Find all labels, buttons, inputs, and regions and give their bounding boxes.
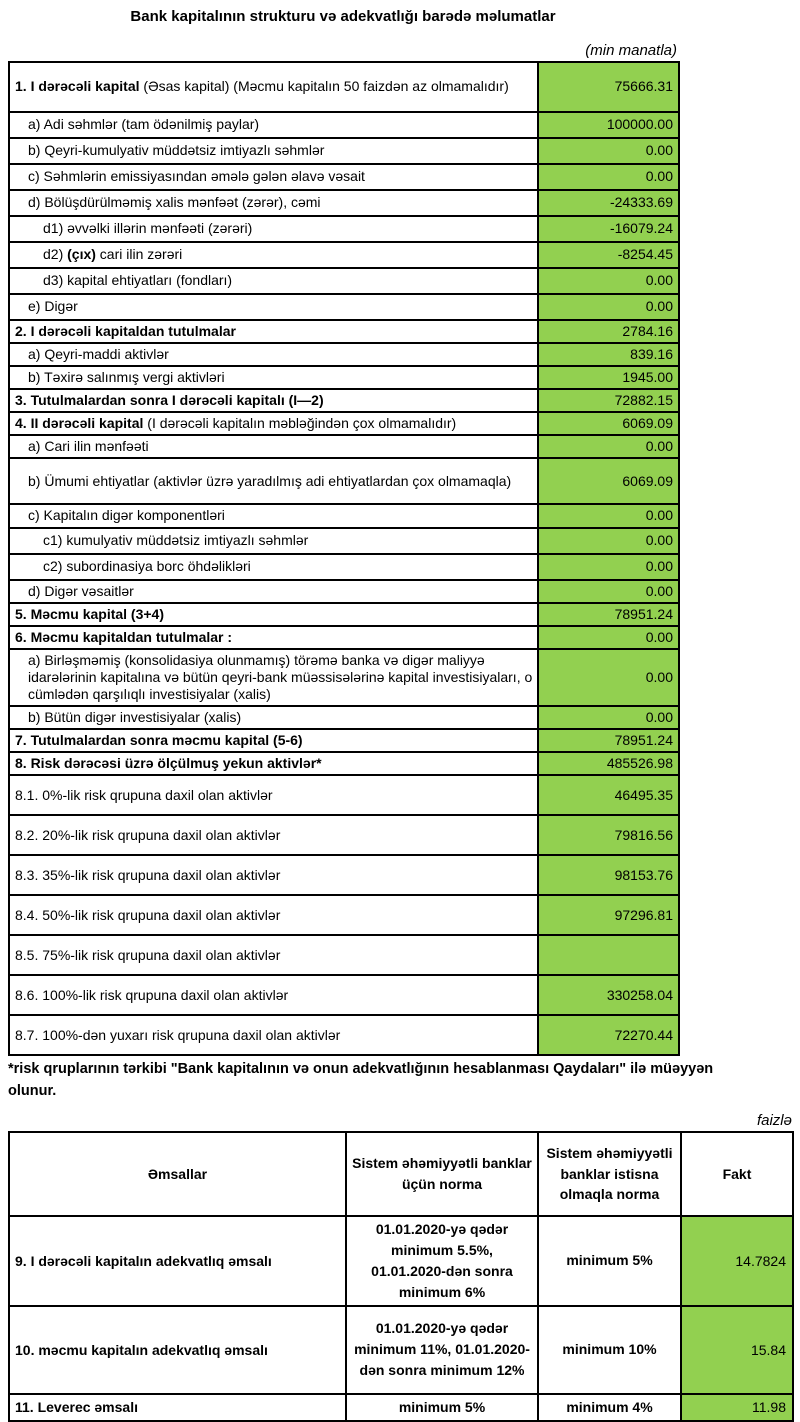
table-row — [9, 138, 679, 164]
label-segment: cari ilin zərəri — [95, 246, 183, 263]
label-segment: d1) əvvəlki illərin mənfəəti (zərəri) — [43, 220, 253, 237]
row-label — [9, 242, 538, 268]
table-row — [9, 190, 679, 216]
row-label — [9, 412, 538, 435]
row-value — [538, 935, 679, 975]
ratio-label: 11. Leverec əmsalı — [9, 1394, 346, 1421]
label-segment: 4. II dərəcəli kapital — [15, 415, 144, 432]
label-segment: c) Səhmlərin emissiyasından əmələ gələn əlavə vəsait — [28, 168, 365, 185]
table-row — [9, 729, 679, 752]
table-row — [9, 320, 679, 343]
table-row — [9, 626, 679, 649]
label-segment: d) Bölüşdürülməmiş xalis mənfəət (zərər), cəmi — [28, 194, 321, 211]
column-header-fact: Fakt — [681, 1132, 793, 1216]
unit-note-min-manatla: (min manatla) — [585, 42, 677, 59]
table-row — [9, 216, 679, 242]
table-row — [9, 603, 679, 626]
norm-non-systemic: minimum 4% — [538, 1394, 681, 1421]
row-value: 839.16 — [538, 343, 679, 366]
row-label — [9, 1015, 538, 1055]
row-label — [9, 138, 538, 164]
row-label — [9, 216, 538, 242]
table-row — [9, 1216, 793, 1306]
row-label — [9, 603, 538, 626]
row-value: 2784.16 — [538, 320, 679, 343]
row-value: -8254.45 — [538, 242, 679, 268]
row-label — [9, 752, 538, 775]
row-value: 0.00 — [538, 268, 679, 294]
capital-table-section — [8, 8, 678, 1056]
row-label — [9, 389, 538, 412]
row-label — [9, 504, 538, 527]
row-label — [9, 458, 538, 504]
risk-groups-footnote: *risk qruplarının tərkibi "Bank kapitalının və onun adekvatlığının hesablanması Qaydaları" ilə müəyyən olunur. — [8, 1061, 714, 1099]
table-header-row — [9, 1132, 793, 1216]
table-row — [9, 458, 679, 504]
table-row — [9, 975, 679, 1015]
fact-value: 11.98 — [681, 1394, 793, 1421]
row-value: 6069.09 — [538, 412, 679, 435]
row-label — [9, 935, 538, 975]
fact-value: 14.7824 — [681, 1216, 793, 1306]
label-segment: 8.6. 100%-lik risk qrupuna daxil olan aktivlər — [15, 986, 289, 1003]
row-label — [9, 706, 538, 729]
table-row — [9, 580, 679, 603]
row-value: -16079.24 — [538, 216, 679, 242]
row-value: 0.00 — [538, 626, 679, 649]
table-row — [9, 935, 679, 975]
label-segment: a) Qeyri-maddi aktivlər — [28, 346, 169, 363]
row-label — [9, 895, 538, 935]
label-segment: 8.5. 75%-lik risk qrupuna daxil olan aktivlər — [15, 946, 281, 963]
label-segment: (I dərəcəli kapitalın məbləğindən çox olmamalıdır) — [143, 415, 457, 432]
row-label — [9, 366, 538, 389]
unit-note-faizle: faizlə — [756, 1111, 792, 1129]
row-value: 0.00 — [538, 649, 679, 706]
row-label — [9, 294, 538, 320]
row-label — [9, 975, 538, 1015]
table-row — [9, 528, 679, 554]
fact-value: 15.84 — [681, 1306, 793, 1394]
table-row — [9, 1306, 793, 1394]
row-label — [9, 580, 538, 603]
column-header-ratios: Əmsallar — [9, 1132, 346, 1216]
row-label — [9, 649, 538, 706]
row-value: 72270.44 — [538, 1015, 679, 1055]
row-label — [9, 268, 538, 294]
ratio-label: 9. I dərəcəli kapitalın adekvatlıq əmsalı — [9, 1216, 346, 1306]
row-value: 98153.76 — [538, 855, 679, 895]
adequacy-ratios-table — [8, 1131, 794, 1422]
norm-systemic: 01.01.2020-yə qədər minimum 5.5%, 01.01.2020-dən sonra minimum 6% — [346, 1216, 538, 1306]
label-segment: 8.7. 100%-dən yuxarı risk qrupuna daxil olan aktivlər — [15, 1026, 341, 1043]
label-segment: d3) kapital ehtiyatları (fondları) — [43, 272, 233, 289]
label-segment: 8.2. 20%-lik risk qrupuna daxil olan aktivlər — [15, 826, 281, 843]
label-segment: b) Bütün digər investisiyalar (xalis) — [28, 709, 242, 726]
row-label — [9, 815, 538, 855]
table-row — [9, 649, 679, 706]
row-label — [9, 435, 538, 458]
table-row — [9, 366, 679, 389]
label-segment: (çıx) — [67, 246, 96, 263]
table-row — [9, 242, 679, 268]
table-row — [9, 112, 679, 138]
label-segment: a) Cari ilin mənfəəti — [28, 438, 149, 455]
row-value: -24333.69 — [538, 190, 679, 216]
label-segment: e) Digər — [28, 298, 78, 315]
table-row — [9, 268, 679, 294]
ratio-label: 10. məcmu kapitalın adekvatlıq əmsalı — [9, 1306, 346, 1394]
row-label — [9, 729, 538, 752]
row-label — [9, 775, 538, 815]
row-value: 0.00 — [538, 164, 679, 190]
table-row — [9, 412, 679, 435]
row-value: 97296.81 — [538, 895, 679, 935]
table-row — [9, 1015, 679, 1055]
row-value: 6069.09 — [538, 458, 679, 504]
table-row — [9, 775, 679, 815]
table-row — [9, 815, 679, 855]
table-row — [9, 855, 679, 895]
label-segment: d) Digər vəsaitlər — [28, 582, 134, 599]
row-value: 0.00 — [538, 504, 679, 527]
label-segment: 7. Tutulmalardan sonra məcmu kapital (5-6) — [15, 732, 303, 749]
page-title: Bank kapitalının strukturu və adekvatlığı barədə məlumatlar — [130, 8, 556, 25]
table-row — [9, 1394, 793, 1421]
norm-systemic: minimum 5% — [346, 1394, 538, 1421]
row-label — [9, 528, 538, 554]
row-value: 79816.56 — [538, 815, 679, 855]
label-segment: c2) subordinasiya borc öhdəlikləri — [43, 558, 251, 574]
column-header-norm-non-systemic: Sistem əhəmiyyətli banklar istisna olmaqla norma — [538, 1132, 681, 1216]
row-value: 0.00 — [538, 138, 679, 164]
table-row — [9, 504, 679, 527]
label-segment: b) Ümumi ehtiyatlar (aktivlər üzrə yaradılmış adi ehtiyatlardan çox olmamaqla) — [28, 472, 512, 489]
norm-systemic: 01.01.2020-yə qədər minimum 11%, 01.01.2020-dən sonra minimum 12% — [346, 1306, 538, 1394]
table-row — [9, 62, 679, 112]
capital-structure-table — [8, 61, 680, 1056]
label-segment: (Əsas kapital) (Məcmu kapitalın 50 faizdən az olmamalıdır) — [139, 78, 509, 95]
label-segment: d2) — [43, 246, 68, 263]
table-row — [9, 752, 679, 775]
row-label — [9, 343, 538, 366]
label-segment: 8.1. 0%-lik risk qrupuna daxil olan aktivlər — [15, 786, 273, 803]
row-value: 0.00 — [538, 528, 679, 554]
row-label — [9, 62, 538, 112]
label-segment: b) Qeyri-kumulyativ müddətsiz imtiyazlı səhmlər — [28, 142, 325, 159]
row-label — [9, 554, 538, 580]
label-segment: c1) kumulyativ müddətsiz imtiyazlı səhmlər — [43, 532, 309, 548]
label-segment: 2. I dərəcəli kapitaldan tutulmalar — [15, 323, 236, 339]
norm-non-systemic: minimum 5% — [538, 1216, 681, 1306]
label-segment: 8.3. 35%-lik risk qrupuna daxil olan aktivlər — [15, 866, 281, 883]
label-segment: b) Təxirə salınmış vergi aktivləri — [28, 369, 225, 386]
label-segment: a) Birləşməmiş (konsolidasiya olunmamış) törəmə banka və digər maliyyə idarələrinin kapitalına və bütün qeyri-bank müəssisələrinə kapital investisiyaları, o cümlədən qarşılıqlı investisiyalar (xalis) — [28, 651, 533, 702]
row-value: 0.00 — [538, 294, 679, 320]
row-value: 78951.24 — [538, 729, 679, 752]
label-segment: 8. Risk dərəcəsi üzrə ölçülmuş yekun aktivlər* — [15, 755, 322, 772]
label-segment: a) Adi səhmlər (tam ödənilmiş paylar) — [28, 116, 260, 133]
row-value: 0.00 — [538, 554, 679, 580]
row-value: 1945.00 — [538, 366, 679, 389]
row-value: 0.00 — [538, 706, 679, 729]
table-row — [9, 435, 679, 458]
row-value: 72882.15 — [538, 389, 679, 412]
norm-non-systemic: minimum 10% — [538, 1306, 681, 1394]
table-row — [9, 706, 679, 729]
table-row — [9, 554, 679, 580]
row-label — [9, 855, 538, 895]
row-value: 75666.31 — [538, 62, 679, 112]
row-label — [9, 320, 538, 343]
label-segment: c) Kapitalın digər komponentləri — [28, 507, 225, 524]
label-segment: 5. Məcmu kapital (3+4) — [15, 605, 165, 622]
row-label — [9, 164, 538, 190]
label-segment: 3. Tutulmalardan sonra I dərəcəli kapitalı (I—2) — [15, 392, 324, 409]
row-value: 0.00 — [538, 580, 679, 603]
column-header-norm-systemic: Sistem əhəmiyyətli banklar üçün norma — [346, 1132, 538, 1216]
label-segment: 8.4. 50%-lik risk qrupuna daxil olan aktivlər — [15, 906, 281, 923]
table-row — [9, 389, 679, 412]
row-label — [9, 626, 538, 649]
row-value: 0.00 — [538, 435, 679, 458]
row-value: 78951.24 — [538, 603, 679, 626]
row-label — [9, 112, 538, 138]
table-row — [9, 164, 679, 190]
row-value: 46495.35 — [538, 775, 679, 815]
label-segment: 6. Məcmu kapitaldan tutulmalar : — [15, 628, 233, 645]
row-value: 485526.98 — [538, 752, 679, 775]
table-row — [9, 895, 679, 935]
row-label — [9, 190, 538, 216]
table-row — [9, 343, 679, 366]
row-value: 100000.00 — [538, 112, 679, 138]
table-row — [9, 294, 679, 320]
row-value: 330258.04 — [538, 975, 679, 1015]
label-segment: 1. I dərəcəli kapital — [15, 78, 140, 95]
